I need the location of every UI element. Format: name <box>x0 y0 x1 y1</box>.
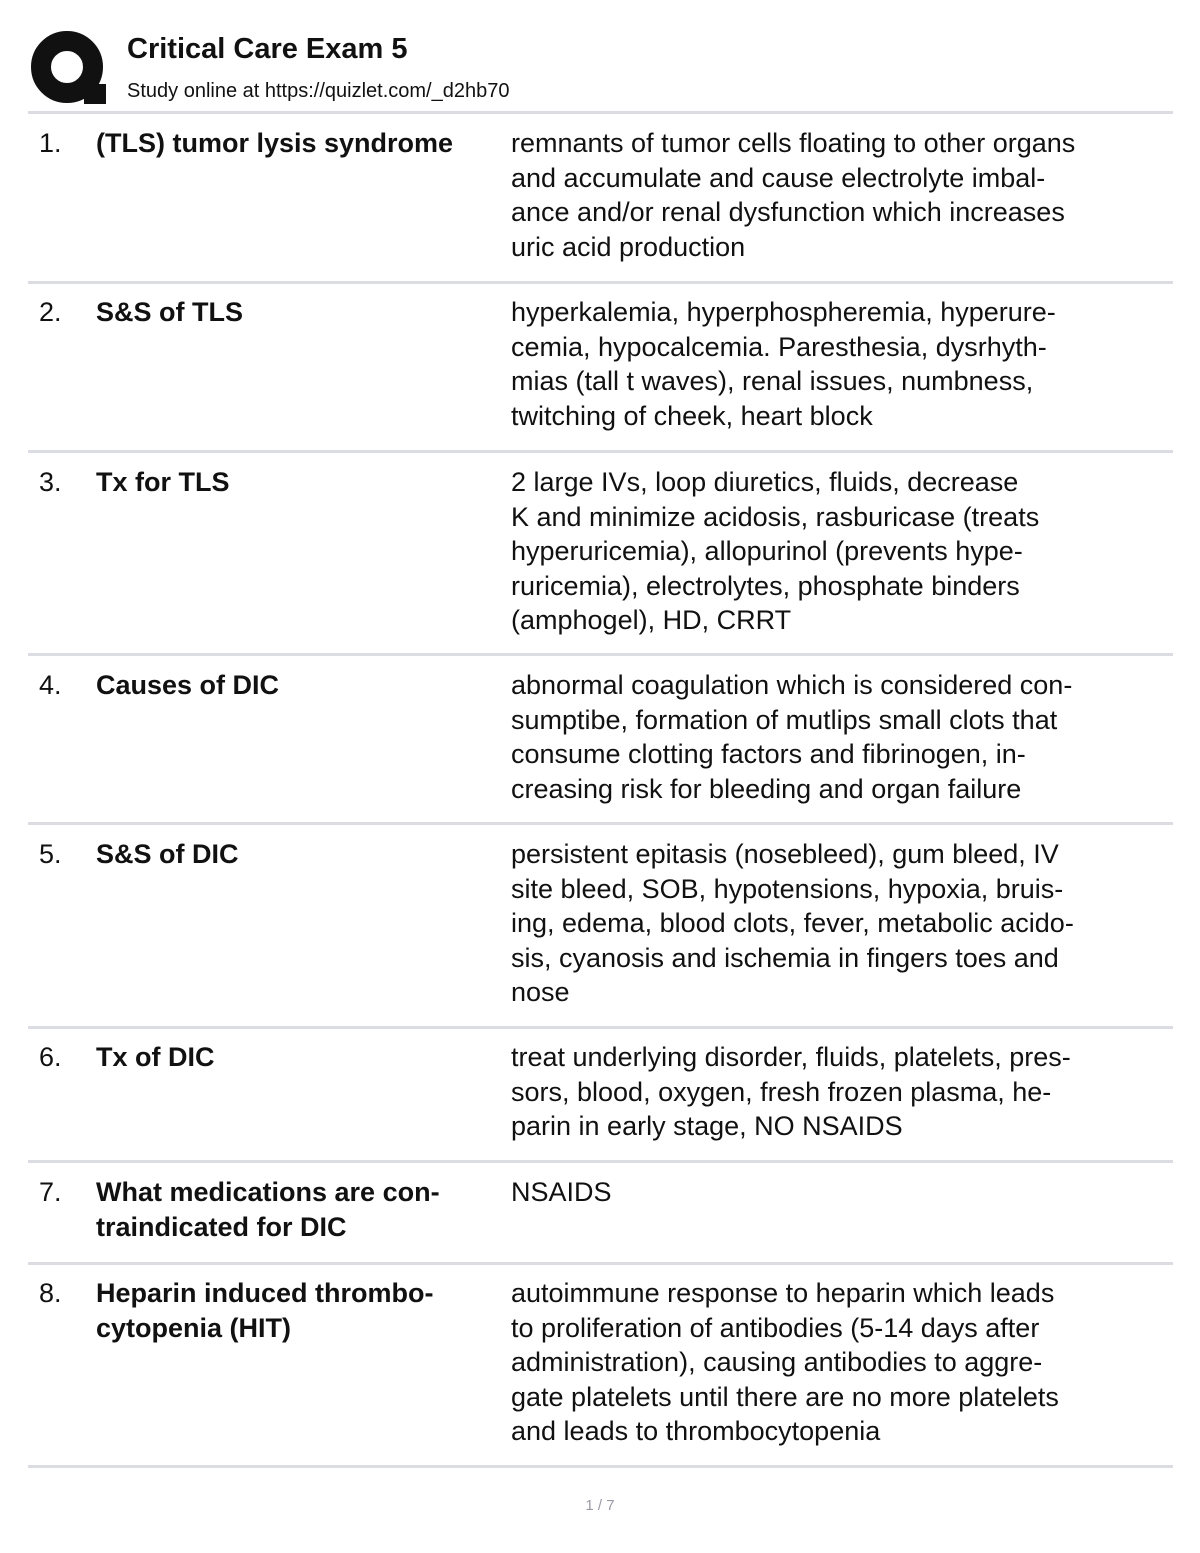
divider <box>28 1262 1173 1265</box>
definition-line: twitching of cheek, heart block <box>511 400 873 431</box>
term-line: Causes of DIC <box>96 670 280 700</box>
definition-line: K and minimize acidosis, rasburicase (treats <box>511 501 1040 532</box>
definition-line: administration), causing antibodies to aggre- <box>511 1347 1043 1378</box>
card-number: 1. <box>39 128 62 158</box>
divider <box>28 822 1173 825</box>
definition-line: autoimmune response to heparin which leads <box>511 1278 1055 1308</box>
definition-line: consume clotting factors and fibrinogen, in- <box>511 739 1026 770</box>
divider <box>28 111 1173 114</box>
term-line: (TLS) tumor lysis syndrome <box>96 128 454 158</box>
definition-line: NSAIDS <box>511 1177 612 1207</box>
definition-line: treat underlying disorder, fluids, platelets, pres- <box>511 1042 1071 1072</box>
card-definition <box>511 1276 1171 1449</box>
card-term <box>96 1175 506 1244</box>
definition-line: gate platelets until there are no more platelets <box>511 1381 1059 1412</box>
card-number: 4. <box>39 670 62 700</box>
term-line: traindicated for DIC <box>96 1211 347 1242</box>
card-term <box>96 837 506 872</box>
card-term <box>96 668 506 703</box>
definition-line: site bleed, SOB, hypotensions, hypoxia, bruis- <box>511 873 1064 904</box>
card-number: 3. <box>39 467 62 497</box>
card-term <box>96 295 506 330</box>
card-number: 7. <box>39 1177 62 1207</box>
card-definition <box>511 837 1171 1010</box>
card-term <box>96 465 506 500</box>
card-definition <box>511 1040 1171 1144</box>
divider <box>28 653 1173 656</box>
card-definition <box>511 465 1171 638</box>
definition-line: hyperkalemia, hyperphospheremia, hyperure- <box>511 297 1056 327</box>
card-number: 8. <box>39 1278 62 1308</box>
definition-line: persistent epitasis (nosebleed), gum bleed, IV <box>511 839 1059 869</box>
term-line: Heparin induced thrombo- <box>96 1278 434 1308</box>
page-title: Critical Care Exam 5 <box>127 33 408 65</box>
definition-line: ance and/or renal dysfunction which increases <box>511 197 1065 228</box>
definition-line: and leads to thrombocytopenia <box>511 1416 881 1447</box>
definition-line: ing, edema, blood clots, fever, metabolic acido- <box>511 908 1074 939</box>
card-number: 2. <box>39 297 62 327</box>
definition-line: nose <box>511 977 570 1008</box>
divider <box>28 450 1173 453</box>
definition-line: to proliferation of antibodies (5-14 days after <box>511 1312 1040 1343</box>
term-line: Tx of DIC <box>96 1042 215 1072</box>
study-online-link[interactable]: Study online at https://quizlet.com/_d2hb70 <box>127 80 510 102</box>
definition-line: hyperuricemia), allopurinol (prevents hype- <box>511 536 1023 567</box>
card-definition <box>511 1175 1171 1210</box>
card-term <box>96 1040 506 1075</box>
definition-line: sis, cyanosis and ischemia in fingers toes and <box>511 942 1059 973</box>
definition-line: uric acid production <box>511 231 746 262</box>
divider <box>28 1160 1173 1163</box>
term-line: S&S of DIC <box>96 839 239 869</box>
divider <box>28 1465 1173 1468</box>
divider <box>28 1026 1173 1029</box>
definition-line: (amphogel), HD, CRRT <box>511 605 792 636</box>
definition-line: sors, blood, oxygen, fresh frozen plasma, he- <box>511 1076 1052 1107</box>
definition-line: creasing risk for bleeding and organ failure <box>511 773 1022 804</box>
definition-line: mias (tall t waves), renal issues, numbness, <box>511 366 1034 397</box>
definition-line: and accumulate and cause electrolyte imbal- <box>511 162 1046 193</box>
definition-line: remnants of tumor cells floating to other organs <box>511 128 1076 158</box>
card-definition <box>511 668 1171 806</box>
card-number: 5. <box>39 839 62 869</box>
divider <box>28 281 1173 284</box>
definition-line: sumptibe, formation of mutlips small clots that <box>511 704 1058 735</box>
quizlet-logo-icon <box>30 30 108 108</box>
term-line: cytopenia (HIT) <box>96 1312 292 1343</box>
page-indicator: 1 / 7 <box>585 1497 615 1514</box>
card-definition <box>511 295 1171 433</box>
definition-line: cemia, hypocalcemia. Paresthesia, dysrhyth- <box>511 331 1047 362</box>
definition-line: abnormal coagulation which is considered con- <box>511 670 1073 700</box>
card-term <box>96 1276 506 1345</box>
definition-line: ruricemia), electrolytes, phosphate binders <box>511 570 1020 601</box>
definition-line: 2 large IVs, loop diuretics, fluids, decrease <box>511 467 1019 497</box>
term-line: S&S of TLS <box>96 297 243 327</box>
term-line: What medications are con- <box>96 1177 440 1207</box>
page-header <box>30 26 1172 110</box>
card-number: 6. <box>39 1042 62 1072</box>
card-definition <box>511 126 1171 264</box>
card-term <box>96 126 506 161</box>
term-line: Tx for TLS <box>96 467 230 497</box>
definition-line: parin in early stage, NO NSAIDS <box>511 1111 903 1142</box>
